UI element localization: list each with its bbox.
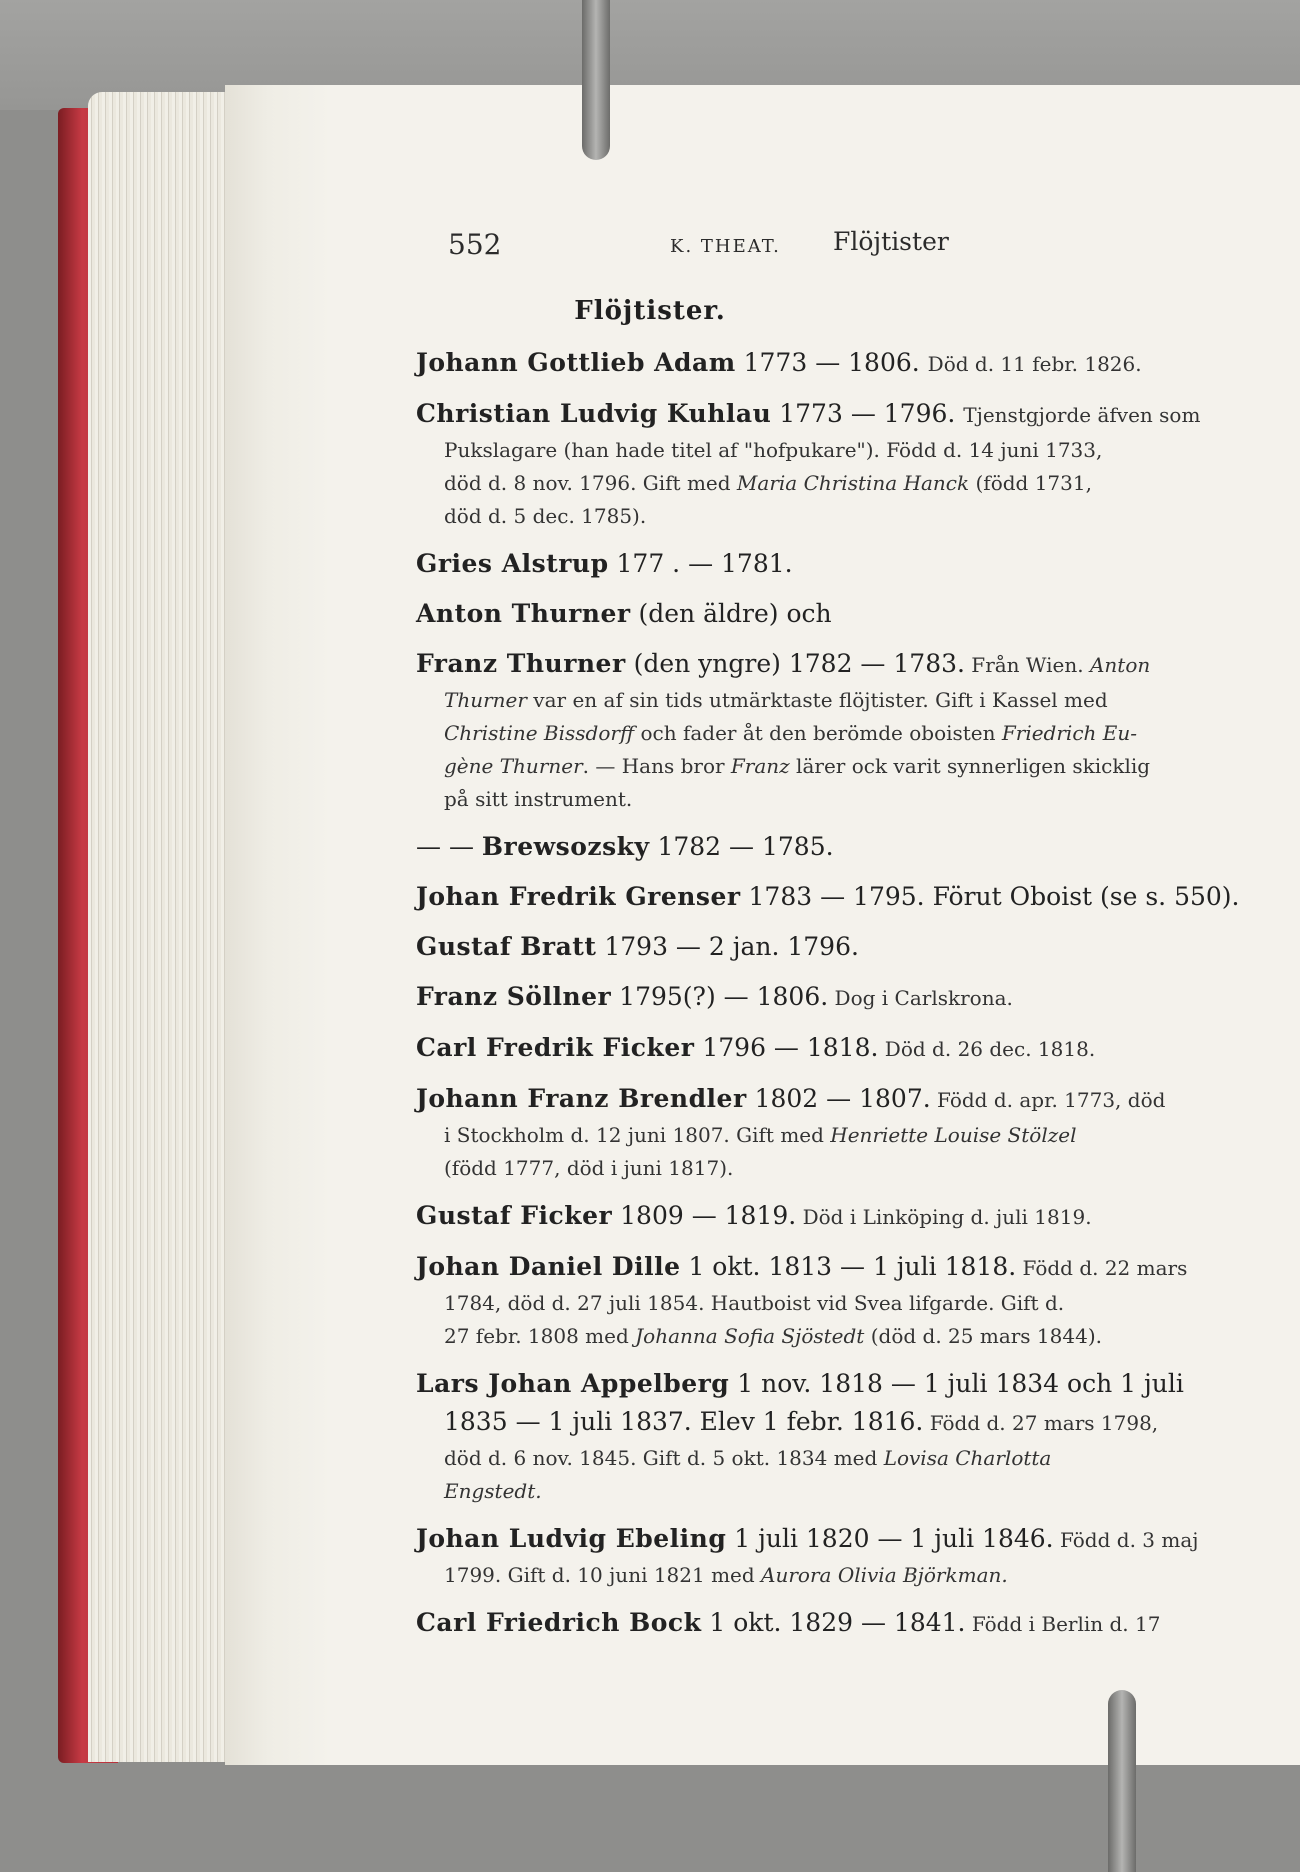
- entry-name: Carl Fredrik Ficker: [416, 1033, 695, 1062]
- list-item: [416, 1248, 1214, 1353]
- list-item: [416, 928, 1214, 966]
- entry-dates: 1 nov. 1818 — 1 juli 1834 och 1 juli: [729, 1369, 1184, 1398]
- page-stack: [88, 92, 238, 1762]
- entry-note: Dog i Carlskrona.: [828, 986, 1013, 1010]
- entry-note: Förut Oboist (se s. 550).: [924, 882, 1240, 911]
- entry-name: Gries Alstrup: [416, 549, 609, 578]
- list-item: [416, 978, 1214, 1017]
- list-item: [416, 1197, 1214, 1236]
- entry-dates: (den yngre) 1782 — 1783.: [625, 649, 965, 678]
- list-item: [416, 545, 1214, 583]
- entry-list: [416, 344, 1240, 1655]
- entry-note: Död i Linköping d. juli 1819.: [796, 1205, 1092, 1229]
- list-item: [416, 1604, 1214, 1643]
- page-number: 552: [448, 228, 502, 261]
- entry-name: Gustaf Ficker: [416, 1201, 613, 1230]
- entry-note: Född d. apr. 1773, död: [930, 1088, 1166, 1112]
- entry-dates: 1802 — 1807.: [746, 1084, 931, 1113]
- list-item: [416, 1520, 1214, 1592]
- holder-strap-top: [582, 0, 610, 160]
- entry-text: på sitt instrument.: [444, 787, 633, 811]
- entry-dates: 1782 — 1785.: [649, 832, 834, 861]
- entry-name: Lars Johan Appelberg: [416, 1369, 730, 1398]
- list-item: [416, 344, 1214, 383]
- list-item: [416, 395, 1214, 533]
- entry-dates: 1773 — 1806.: [743, 348, 920, 377]
- entry-name: Johan Ludvig Ebeling: [416, 1524, 727, 1553]
- entry-dates: 1773 — 1796.: [779, 399, 956, 428]
- list-item: [416, 1029, 1214, 1068]
- entry-dates: 1 okt. 1813 — 1 juli 1818.: [680, 1252, 1017, 1281]
- entry-note: Född d. 3 maj: [1053, 1528, 1199, 1552]
- list-item: Franz Thurner (den yngre) 1782 — 1783. Från Wien. Anton Thurner var en af sin tids utmärktaste flöjtister. Gift i Kassel med Christine Bissdorff och fader åt den berömde oboisten Friedrich Eu- gène Thurner. — Hans bror Franz lärer ock varit synnerligen skicklig på sitt instrument.: [416, 645, 1214, 816]
- list-item: — — Brewsozsky 1782 — 1785.: [416, 832, 834, 861]
- entry-text: Christine Bissdorff och fader åt den berömde oboisten Friedrich Eu-: [444, 721, 1137, 745]
- entry-note: Född i Berlin d. 17: [965, 1612, 1161, 1636]
- entry-text: död d. 8 nov. 1796. Gift med Maria Christina Hanck (född 1731,: [444, 471, 1092, 495]
- entry-dates: 1 juli 1820 — 1 juli 1846.: [726, 1524, 1054, 1553]
- entry-name: Christian Ludvig Kuhlau: [416, 399, 772, 428]
- entry-name: Franz Söllner: [416, 982, 612, 1011]
- running-head: K. THEAT.: [670, 236, 781, 257]
- entry-text: Engstedt.: [444, 1479, 542, 1503]
- entry-text: död d. 6 nov. 1845. Gift d. 5 okt. 1834 med Lovisa Charlotta: [444, 1446, 1052, 1470]
- entry-dates: 1809 — 1819.: [612, 1201, 797, 1230]
- entry-text: Pukslagare (han hade titel af "hofpukare"). Född d. 14 juni 1733,: [444, 438, 1103, 462]
- entry-text: Thurner var en af sin tids utmärktaste flöjtister. Gift i Kassel med: [444, 688, 1108, 712]
- entry-note: Född d. 22 mars: [1016, 1256, 1188, 1280]
- entry-name: Anton Thurner: [416, 599, 631, 628]
- entry-note: Död d. 26 dec. 1818.: [878, 1037, 1096, 1061]
- entry-text: i Stockholm d. 12 juni 1807. Gift med Henriette Louise Stölzel: [444, 1123, 1077, 1147]
- entry-dates: 1795(?) — 1806.: [611, 982, 829, 1011]
- entry-text: gène Thurner. — Hans bror Franz lärer ock varit synnerligen skicklig: [444, 754, 1151, 778]
- entry-note: Död d. 11 febr. 1826.: [927, 352, 1142, 376]
- entry-text: (född 1777, död i juni 1817).: [444, 1156, 734, 1180]
- entry-dates: 1 okt. 1829 — 1841.: [701, 1608, 966, 1637]
- entry-name: Carl Friedrich Bock: [416, 1608, 702, 1637]
- entry-text: (den äldre) och: [630, 599, 832, 628]
- entry-note: Tjenstgjorde äfven som: [963, 403, 1201, 427]
- entry-name: Johann Franz Brendler: [416, 1084, 747, 1113]
- entry-name: Johan Daniel Dille: [416, 1252, 681, 1281]
- entry-name: Johann Gottlieb Adam: [416, 348, 736, 377]
- entry-text: 27 febr. 1808 med Johanna Sofia Sjöstedt (död d. 25 mars 1844).: [444, 1324, 1102, 1348]
- list-item: [416, 1365, 1214, 1508]
- list-item: [416, 1080, 1214, 1185]
- entry-text: 1799. Gift d. 10 juni 1821 med Aurora Olivia Björkman.: [444, 1563, 1008, 1587]
- entry-dates: 1796 — 1818.: [694, 1033, 879, 1062]
- entry-dates: 1793 — 2 jan. 1796.: [596, 932, 859, 961]
- entry-name: Johan Fredrik Grenser: [416, 882, 741, 911]
- entry-name: Gustaf Bratt: [416, 932, 597, 961]
- entry-note: Från Wien.: [964, 653, 1090, 677]
- entry-dates: 177 . — 1781.: [616, 549, 793, 578]
- entry-dates: 1783 — 1795.: [740, 882, 925, 911]
- list-item: [416, 595, 1214, 633]
- running-title: Flöjtister: [833, 227, 949, 256]
- holder-strap-bottom: [1108, 1690, 1136, 1872]
- entry-name: Franz Thurner: [416, 649, 626, 678]
- section-title: Flöjtister.: [574, 296, 726, 326]
- list-item: [416, 878, 1240, 916]
- entry-text: 1784, död d. 27 juli 1854. Hautboist vid Svea lifgarde. Gift d.: [444, 1291, 1065, 1315]
- entry-text: död d. 5 dec. 1785).: [444, 504, 647, 528]
- entry-text: 1835 — 1 juli 1837. Elev 1 febr. 1816. Född d. 27 mars 1798,: [444, 1407, 1159, 1436]
- entry-name: Brewsozsky: [481, 832, 650, 861]
